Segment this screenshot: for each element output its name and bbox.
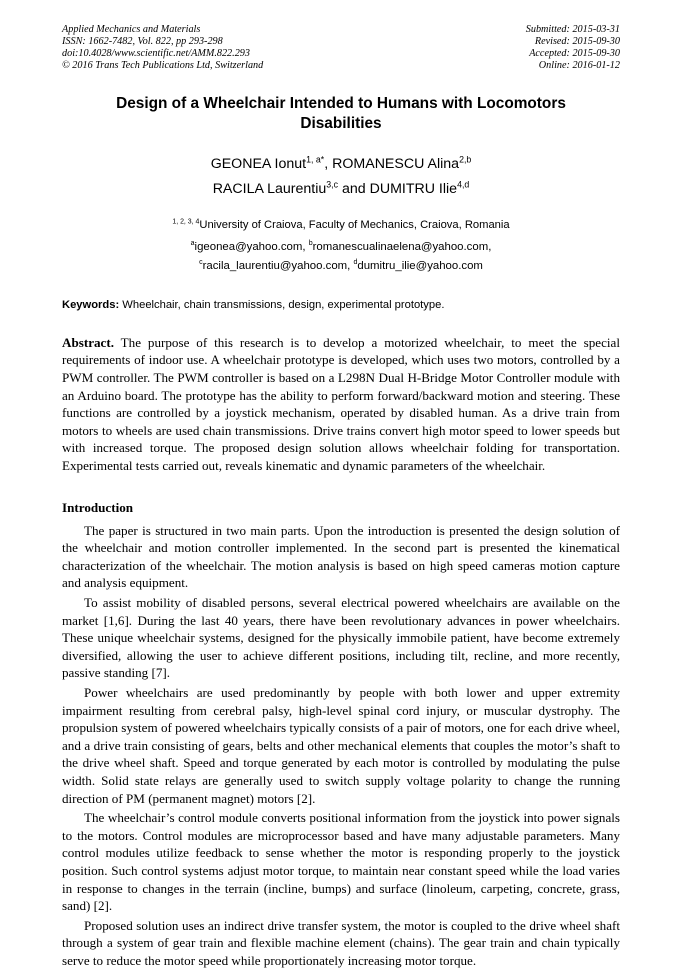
email-address-d[interactable]: dumitru_ilie@yahoo.com <box>357 259 483 272</box>
affiliation <box>62 216 620 235</box>
email-marker-d: d <box>353 259 358 267</box>
intro-paragraph-3: Power wheelchairs are used predominantly by people with both lower and upper extremity impairment resulting from cerebral palsy, high-level spinal cord injury, or muscular dystrophy. The propulsion system of powered wheelchairs typically consists of a pair of motors, one for each drive wheel, and a drive train consisting of gears, belts and other mechanical elements that couples the motor’s shaft to the drive wheel shaft. Speed and torque generated by each motor is controlled by modulating the pulse width. Solid state relays are generally used to switch supply voltage polarity to change the running direction of PM (permanent magnet) motors [2]. <box>62 684 620 806</box>
accepted-date: Accepted: 2015-09-30 <box>529 48 620 60</box>
author-1-affiliation-marker: 1, a <box>306 154 321 165</box>
email-marker-b: b <box>308 240 313 248</box>
author-conjunction: and <box>338 181 370 198</box>
author-emails <box>62 238 620 276</box>
affiliation-markers: 1, 2, 3, 4 <box>172 218 200 226</box>
journal-copyright: © 2016 Trans Tech Publications Ltd, Switzerland <box>62 60 264 72</box>
journal-header-right <box>526 24 620 72</box>
email-line-1 <box>62 238 620 257</box>
email-address-b[interactable]: romanescualinaelena@yahoo.com, <box>312 240 492 253</box>
affiliation-text: University of Craiova, Faculty of Mechanics, Craiova, Romania <box>199 219 510 232</box>
email-marker-c: c <box>199 259 203 267</box>
email-line-2 <box>62 257 620 276</box>
keywords-line <box>62 298 620 313</box>
abstract-paragraph <box>62 334 620 475</box>
author-line-1 <box>62 152 620 177</box>
section-heading-introduction: Introduction <box>62 499 134 515</box>
author-4-affiliation-marker: 4,d <box>457 179 470 190</box>
author-2-affiliation-marker: 2,b <box>459 154 472 165</box>
email-address-a[interactable]: igeonea@yahoo.com, <box>194 240 309 253</box>
journal-name: Applied Mechanics and Materials <box>62 24 201 35</box>
corresponding-author-asterisk: * <box>320 154 325 165</box>
intro-paragraph-2: To assist mobility of disabled persons, several electrical powered wheelchairs are available on the market [1,6]. During the last 40 years, there have been revolutionary advances in power wheelchairs. These unique wheelchair systems, designed for the physically immobile patient, have become extremely diversified, allowing the user to achieve different positions, including tilt, recline, and more recently, passive standing [7]. <box>62 595 620 681</box>
abstract-label: Abstract. <box>62 334 114 350</box>
email-address-c[interactable]: racila_laurentiu@yahoo.com, <box>202 259 354 272</box>
journal-header <box>62 24 620 72</box>
author-name-romanescu-alina: ROMANESCU Alina <box>332 156 460 173</box>
email-marker-a: a <box>190 240 195 248</box>
journal-issn-volume: ISSN: 1662-7482, Vol. 822, pp 293-298 <box>62 36 223 48</box>
author-name-dumitru-ilie: DUMITRU Ilie <box>369 181 458 198</box>
intro-paragraph-5: Proposed solution uses an indirect drive transfer system, the motor is coupled to the drive wheel shaft through a system of gear train and flexible machine element (chains). The gear train and chain typically serve to reduce the motor speed while proportionately increasing motor torque. <box>62 917 620 968</box>
keywords-text: Wheelchair, chain transmissions, design, experimental prototype. <box>119 298 445 311</box>
author-line-2 <box>62 177 620 202</box>
abstract-text: The purpose of this research is to develop a motorized wheelchair, to meet the special requirements of indoor use. A wheelchair prototype is developed, which uses two motors, controlled by a PWM controller. The PWM controller is based on a L298N Dual H-Bridge Motor Controller module with an Arduino board. The prototype has the ability to perform forward/backward motion and steering. These functions are controlled by a joystick mechanism, operated by disabled human. As a drive train from motors to wheels are used chain transmissions. Drive trains convert high motor speed to lower speeds but with increased torque. The proposed design solution allows wheelchair folding for transportation. Experimental tests carried out, reveals kinematic and dynamic parameters of the wheelchair. <box>62 334 620 474</box>
author-separator-1: , <box>324 156 333 173</box>
keywords-label: Keywords: <box>62 298 120 311</box>
journal-doi: doi:10.4028/www.scientific.net/AMM.822.293 <box>62 48 250 60</box>
author-name-racila-laurentiu: RACILA Laurentiu <box>212 181 327 198</box>
submitted-date: Submitted: 2015-03-31 <box>525 24 620 35</box>
author-3-affiliation-marker: 3,c <box>326 179 339 190</box>
intro-paragraph-4: The wheelchair’s control module converts positional information from the joystick into power signals to the motors. Control modules are microprocessor based and have many adjustable parameters. Many control modules utilize feedback to sense whether the motor is responding properly to the joystick position. Such control systems adjust motor torque, to maintain near constant speed while the load varies in response to changes in the terrain (incline, bumps) and surface (linoleum, carpeting, concrete, grass, sand) [2]. <box>62 810 620 914</box>
online-date: Online: 2016-01-12 <box>538 60 620 72</box>
paper-title: Design of a Wheelchair Intended to Humans with Locomotors Disabilities <box>116 95 566 133</box>
author-list <box>62 152 620 202</box>
author-name-geonea-ionut: GEONEA Ionut <box>210 156 307 173</box>
journal-header-left <box>62 24 263 72</box>
intro-paragraph-1: The paper is structured in two main parts. Upon the introduction is presented the design solution of the wheelchair and motion controller implemented. In the second part is presented the kinematical characterization of the wheelchair. The motion analysis is based on high speed cameras motion capture and analysis equipment. <box>62 522 620 591</box>
revised-date: Revised: 2015-09-30 <box>534 36 620 48</box>
